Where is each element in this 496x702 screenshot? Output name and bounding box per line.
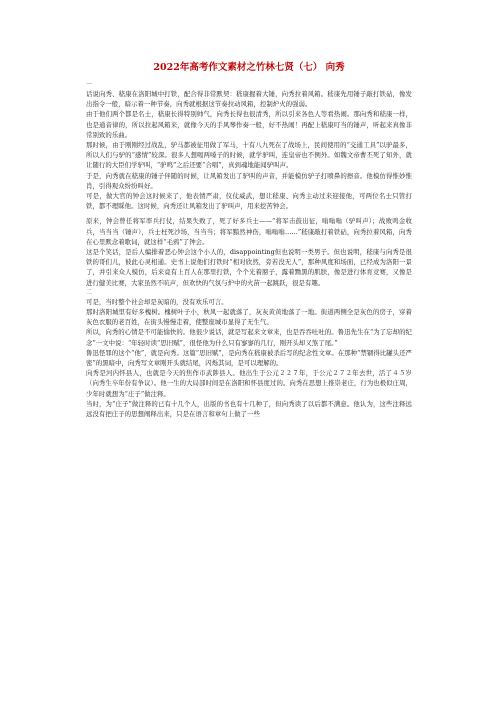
- paragraph: 于是，向秀就在嵇康的锤子伴随的时候，让风箱发出了驴叫的声音，并能模仿驴子打喷鼻的擦音。他模仿得惟妙惟肖，引得观众纷纷叫好。: [86, 171, 412, 190]
- paragraph: 那时候，由于刚刚经过战乱，驴马都被征用做了军马，十有八九死在了战场上，民间使用的“交通工具”以驴最多，所以人们与驴的“感情”较深。很多人想喝两嗓子的时候，就学驴叫，连皇帝也不例外。如魏文帝曹丕死了知外，就让随行的大臣们学驴叫，“驴鸣”之后还要“合唱”，真到魂地能闻驴叫声。: [86, 141, 412, 170]
- section-marker-2: 二: [86, 288, 93, 296]
- paragraph: 鲁迅怪罪的这个“他”，就是向秀。这篇“思旧赋”，是向秀在嵇康被杀后写的纪念性文章。在那种“禁锢得比罐头还严密”的黑暗中，向秀写文章刚开头就结尾，闪烁其词，是可以理解的。: [86, 348, 412, 368]
- paragraph: 这是个笑话，是后人编排着恶心钟会这个小人的，disappointing但也说明一类男子。但也说明，嵇康与向秀是很铁的哥们儿，彼此心灵相通。史书上说他们打铁时“相对欣然，旁若没无人”，那种风度和场面，已经成为洛阳一景了，并引来众人模仿，后来竟有上百人在那里打铁，个个光着膀子，露着黝黑的肌肤，像是进行体育竞赛，又像是进行健美比赛，大家虽然不吭声，但欢快的气氛与炉中的火苗一起跳跃，很是有趣。: [86, 248, 412, 287]
- paragraph: 当时，为“庄子”做注释的已有十几个人，出版的书也有十几种了，但向秀读了以后都不满意。他认为，这些注释远远没有把庄子的思想阐释出来，只是在语言和章句上做了一些: [86, 399, 412, 419]
- paragraph: 原来，钟会曾任将军率兵打仗，结果失败了，死了好多兵士——“将军击鼓出征，嗡嗡嗡（驴叫声）；战败鸣金收兵，当当当（锤声），兵士枉死沙场，当当当；将军黯然神伤，嗡嗡嗡……”嵇康敲打着铁砧，向秀拉着风箱，向秀在心里默念着歌词，就这样“毛鸦”了钟会。: [86, 217, 412, 246]
- paragraph: 由于他们两个都是名士，嵇康长得特别帅气，向秀长得也很清秀，所以引来各色人等看热闹。那向秀和嵇康一样，也是通音律的，所以拉起风箱来，就像今天的手风琴作奏一般，好不热闹！再配上嵇康叮当的锤声，听起来真像非常别致的乐曲。: [86, 110, 412, 139]
- paragraph: 可是，当时整个社会却是灰暗的，没有欢乐可言。: [86, 297, 228, 306]
- paragraph: 话说向秀、嵇康在洛阳城中打铁，配合得非常默契：嵇康握着大锤，向秀拉着风箱。嵇康先用锤子敲打铁砧，像发出指令一般，暗示着一种节奏，向秀就根据这节奏拉动风箱，控制炉火的强弱。: [86, 90, 412, 109]
- section-marker-1: 一: [86, 81, 93, 88]
- paragraph: 所以，向秀的心情是不可能愉快的。他很少说话，就是写起来文章来，也是吞吞吐吐的。鲁迅先生在“为了忘却的纪念”一文中说：“年轻时读“思旧赋”，很怪他为什么只有寥寥的几行，刚开头却又煞了尾。”: [86, 328, 412, 347]
- paragraph: 向秀是河内怀县人，也就是今天的焦作市武陟县人。他出生于公元２２７年，于公元２７２年去世，活了４５岁（向秀生卒年份有争议）。他一生的大局部时间是在洛阳和怀县度过的。向秀在思想上推崇老庄，行为也极似庄周，少年时就想为“庄子”做注释。: [86, 369, 412, 398]
- document-title: 2022年高考作文素材之竹林七贤（七） 向秀: [153, 62, 345, 73]
- paragraph: 可是，做大官的钟会这时候来了，他表情严肃，仪仗威武，想让嵇康、向秀主动过来迎接他，可两位名士只管打铁，都不理睬他。这时候，向秀还让风箱发出了驴叫声，用来挖苦钟会。: [86, 192, 412, 211]
- paragraph: 那时洛阳城里有好多槐树。槐树叶子小，秋风一起就落了，灰灰黄黄地落了一地。街道两侧全是灰色的房子，穿着灰色衣服的老百姓，在街头慢慢走着，使整座城市显得了无生气。: [86, 308, 412, 327]
